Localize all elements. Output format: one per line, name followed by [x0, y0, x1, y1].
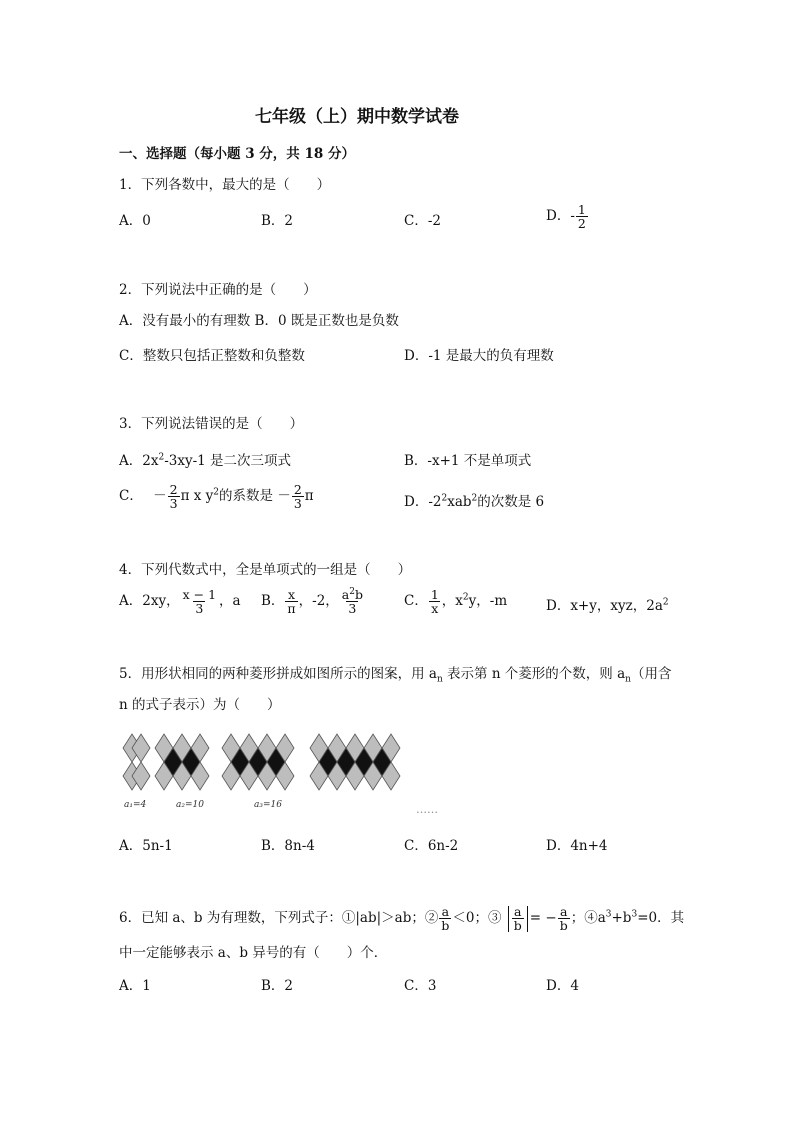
text: ＜0；③: [452, 910, 506, 927]
option-c: [404, 588, 507, 615]
denominator: 3: [195, 601, 204, 617]
text: ，a: [219, 593, 241, 610]
text: ；④a: [570, 910, 606, 927]
text: D．x+y，xyz，2a: [546, 598, 663, 614]
exponent: 2: [662, 597, 669, 608]
denominator: b: [441, 918, 450, 934]
text: ，x: [441, 593, 463, 610]
denominator: 3: [169, 496, 178, 512]
fraction: [576, 203, 588, 230]
option-d: D．4n+4: [546, 838, 608, 854]
text: = −: [529, 910, 557, 927]
numerator: a: [514, 904, 522, 919]
page-title: 七年级（上）期中数学试卷: [255, 107, 459, 127]
subscript: n: [625, 674, 631, 685]
pattern-group-2: [155, 734, 209, 790]
option-ab: A．没有最小的有理数 B．0 既是正数也是负数: [119, 313, 399, 329]
pi-symbol: π: [304, 488, 314, 505]
text: A．2x: [119, 453, 159, 469]
numerator: 2: [293, 482, 302, 497]
exponent: 2: [158, 452, 165, 463]
text: 6．已知 a、b 为有理数，下列式子：①|ab|＞ab；②: [119, 910, 439, 927]
subscript: n: [436, 674, 443, 685]
text: ，-2，: [298, 593, 339, 610]
exponent: 3: [631, 909, 638, 920]
option-d: [404, 494, 544, 510]
text: y，-m: [468, 593, 508, 610]
option-label: B．: [261, 593, 285, 610]
option-d: D．4: [546, 978, 579, 994]
option-c: C．3: [404, 978, 437, 994]
numerator: 2: [169, 482, 178, 497]
text: 表示第 n 个菱形的个数，则 a: [442, 666, 626, 682]
question-stem-line2: 中一定能够表示 a、b 异号的有（ ）个．: [119, 945, 388, 961]
option-c: C．整数只包括正整数和负整数: [119, 348, 305, 364]
denominator: b: [559, 918, 568, 934]
figure-label-a3: a₃=16: [254, 800, 282, 810]
option-c: C．-2: [404, 213, 441, 229]
text: A．2xy，: [119, 593, 180, 610]
figure-label-a1: a₁=4: [124, 800, 147, 810]
fraction: [292, 483, 304, 510]
fraction: [181, 588, 218, 615]
question-stem: 2．下列说法中正确的是（ ）: [119, 282, 317, 298]
minus-sign: －: [277, 488, 291, 505]
numerator: a: [441, 904, 450, 919]
option-b: B．2: [261, 213, 294, 229]
option-b: B．2: [261, 978, 294, 994]
fraction: [285, 588, 297, 615]
pattern-group-1: [123, 734, 150, 790]
numerator: x − 1: [182, 587, 217, 602]
fraction: [558, 905, 570, 932]
option-d: D．-1 是最大的负有理数: [404, 348, 554, 364]
numerator: 1: [430, 587, 439, 602]
figure-continuation-dots: ……: [416, 803, 438, 816]
option-a: A．1: [119, 978, 151, 994]
text: π x y: [180, 488, 214, 505]
numerator: x: [288, 587, 296, 602]
fraction: [512, 905, 524, 932]
exponent: 2: [471, 493, 478, 504]
fraction: [429, 588, 441, 615]
exponent: 2: [349, 586, 355, 597]
option-b: B．-x+1 不是单项式: [404, 453, 532, 469]
question-stem-line2: n 的式子表示）为（ ）: [119, 697, 281, 713]
exponent: 2: [213, 487, 220, 498]
denominator: 2: [577, 216, 586, 232]
text: a: [341, 587, 350, 602]
question-stem: 4．下列代数式中，全是单项式的一组是（ ）: [119, 562, 412, 578]
text: +b: [611, 910, 632, 927]
numerator: 1: [577, 202, 586, 217]
option-a: A．5n-1: [119, 838, 173, 854]
denominator: x: [431, 601, 439, 617]
option-c: [119, 483, 314, 510]
option-b: B．8n-4: [261, 838, 315, 854]
denominator: 3: [348, 601, 357, 617]
pattern-group-3: [222, 734, 294, 790]
exponent: 3: [605, 909, 612, 920]
question-stem: 1．下列各数中，最大的是（ ）: [119, 177, 331, 193]
text: D．-2: [404, 494, 442, 510]
text: xab: [447, 494, 472, 510]
option-d: [546, 203, 589, 230]
text: 的系数是: [219, 488, 274, 505]
exponent: 2: [441, 493, 448, 504]
numerator: [340, 588, 365, 601]
denominator: π: [287, 601, 296, 617]
option-a: A．0: [119, 213, 151, 229]
option-d: [546, 598, 669, 614]
pattern-group-4: [310, 734, 400, 790]
denominator: 3: [293, 496, 302, 512]
text: 5．用形状相同的两种菱形拼成如图所示的图案，用 a: [119, 666, 437, 682]
option-c: C．6n-2: [404, 838, 459, 854]
fraction: [168, 483, 180, 510]
minus-sign: －: [153, 488, 167, 505]
option-a: [119, 453, 291, 469]
abs-bar-right: [527, 906, 528, 932]
option-label: C．: [404, 593, 428, 610]
question-stem: [119, 666, 672, 685]
option-a: [119, 588, 241, 615]
figure-label-a2: a₂=10: [176, 800, 204, 810]
fraction: [439, 905, 451, 932]
question-stem: 3．下列说法错误的是（ ）: [119, 416, 304, 432]
fraction: [340, 588, 365, 615]
abs-bar-left: [508, 906, 509, 932]
option-b: [261, 588, 366, 615]
text: 的次数是 6: [477, 494, 545, 510]
numerator: a: [559, 904, 568, 919]
exponent: 2: [462, 592, 469, 603]
text: b: [354, 587, 363, 602]
text: -3xy-1 是二次三项式: [164, 453, 292, 469]
denominator: b: [513, 918, 522, 934]
text: （用含: [630, 666, 672, 682]
text: =0．其: [637, 910, 685, 927]
section-heading: 一、选择题（每小题 3 分，共 18 分）: [119, 146, 355, 162]
option-label: D．-: [546, 208, 575, 225]
option-label: C．: [119, 488, 143, 505]
question-stem: [119, 905, 684, 932]
